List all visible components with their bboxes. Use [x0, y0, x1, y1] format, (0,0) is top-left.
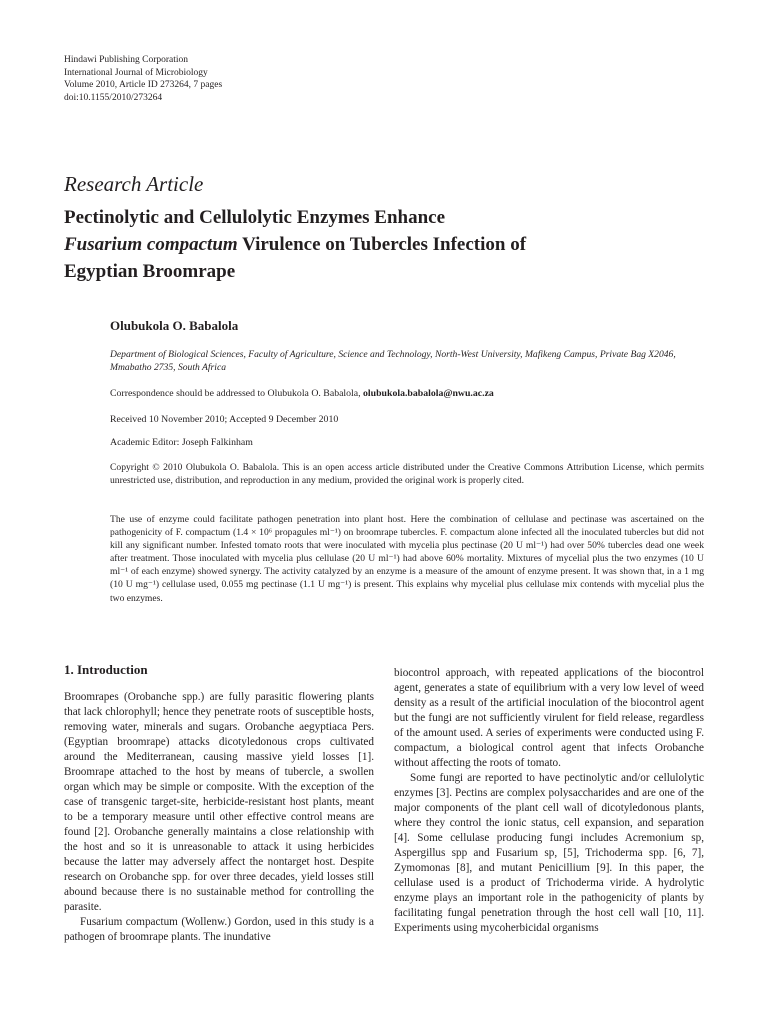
title-line-2-rest: Virulence on Tubercles Infection of: [237, 234, 527, 255]
title-line-3: Egyptian Broomrape: [64, 261, 236, 282]
article-type: Research Article: [64, 172, 204, 196]
journal-name: International Journal of Microbiology: [64, 67, 208, 78]
academic-editor: Academic Editor: Joseph Falkinham: [110, 437, 253, 448]
publisher-name: Hindawi Publishing Corporation: [64, 55, 189, 65]
title-species: Fusarium compactum: [64, 234, 238, 255]
received-dates: Received 10 November 2010; Accepted 9 December 2010: [110, 414, 339, 425]
publication-header: [64, 54, 222, 104]
section-heading: 1. Introduction: [64, 662, 148, 677]
doi: doi:10.1155/2010/273264: [64, 92, 163, 103]
intro-paragraph-3: biocontrol approach, with repeated applications of the biocontrol agent, generates a state of equilibrium with a very low level of weed density as a result of the artificial inoculation of the biocontrol agent but the fungi are not sufficiently virulent for field release, regardless of the amount used. A series of experiments were conducted using F. compactum, a biological control agent that infects Orobanche without affecting the roots of tomato.: [394, 667, 704, 769]
abstract: [110, 513, 704, 605]
correspondence: [110, 388, 710, 399]
abstract-text: The use of enzyme could facilitate pathogen penetration into plant host. Here the combination of cellulase and pectinase was ascertained on the pathogenicity of F. compactum (1.4 × 10⁶ propagules ml⁻¹) on broomrape tubercles. F. compactum alone infected all the inoculated tubercles but did not kill any significant number. Infested tomato roots that were inoculated with mycelia plus pectinase (20 U ml⁻¹) had over 50% tubercles dead one week after treatment. Those inoculated with mycelia plus cellulase (20 U ml⁻¹) had above 60% mortality. Mixtures of mycelial plus the two enzymes (10 U ml⁻¹ of each enzyme) showed synergy. The activity catalyzed by an enzyme is a measure of the amount of enzyme present. It was shown that, in a 1 mg (10 U mg⁻¹) cellulase used, 0.055 mg pectinase (1.1 U mg⁻¹) is present. This explains why mycelial plus cellulase mix contends with mycelial plus the two enzymes.: [110, 514, 704, 604]
intro-paragraph-4: Some fungi are reported to have pectinolytic and/or cellulolytic enzymes [3]. Pectins are complex polysaccharides and are one of the major components of the plant cell wall of dicotyledonous plants, where they control the ionic status, cell expansion, and separation [4]. Some cellulase producing fungi includes Acremonium sp, Aspergillus spp and Fusarium sp, [5], Trichoderma spp. [6, 7], Zymomonas [8], and mutant Penicillium [9]. In this paper, the cellulase used is a product of Trichoderma viride. A hydrolytic enzyme plays an important role in the pathogenicity of plants by facilitating fungal penetration through the host cell wall [10, 11]. Experiments using mycoherbicidal organisms: [394, 772, 704, 934]
copyright-notice: Copyright © 2010 Olubukola O. Babalola. This is an open access article distributed under the Creative Commons Attribution License, which permits unrestricted use, distribution, and reproduction in any medium, provided the original work is properly cited.: [110, 462, 704, 486]
intro-paragraph-2: Fusarium compactum (Wollenw.) Gordon, used in this study is a pathogen of broomrape plants. The inundative: [64, 916, 374, 943]
correspondence-email[interactable]: olubukola.babalola@nwu.ac.za: [363, 388, 494, 399]
title-line-2: [64, 231, 724, 258]
author-name: Olubukola O. Babalola: [110, 318, 239, 333]
left-column: [64, 690, 374, 945]
volume-info: Volume 2010, Article ID 273264, 7 pages: [64, 80, 223, 90]
title-line-1: Pectinolytic and Cellulolytic Enzymes Enhance: [64, 207, 446, 228]
right-column: [394, 666, 704, 936]
affiliation: Department of Biological Sciences, Faculty of Agriculture, Science and Technology, North-West University, Mafikeng Campus, Private Bag X2046, Mmabatho 2735, South Africa: [110, 349, 676, 373]
intro-paragraph-1: Broomrapes (Orobanche spp.) are fully parasitic flowering plants that lack chlorophyll; hence they penetrate roots of susceptible hosts, removing water, minerals and sugars. Orobanche aegyptiaca Pers. (Egyptian broomrape) attacks dicotyledonous crops cultivated around the Mediterranean, causing massive yield losses [1]. Broomrape attached to the host by means of tubercle, a swollen organ which may be simple or composite. With the exception of the case of transgenic target-site, herbicide-resistant host plants, meant to be a temporary measure until other effective control means are found [2]. Orobanche generally maintains a close relationship with the host and so it is unreasonable to attack it using herbicides because the latter may adversely affect the nontarget host. Despite research on Orobanche spp. for over three decades, yield losses still abound because there is no sustainable method for controlling the parasite.: [64, 691, 374, 913]
correspondence-text: Correspondence should be addressed to Olubukola O. Babalola,: [110, 388, 364, 399]
paper-title: [64, 204, 724, 285]
